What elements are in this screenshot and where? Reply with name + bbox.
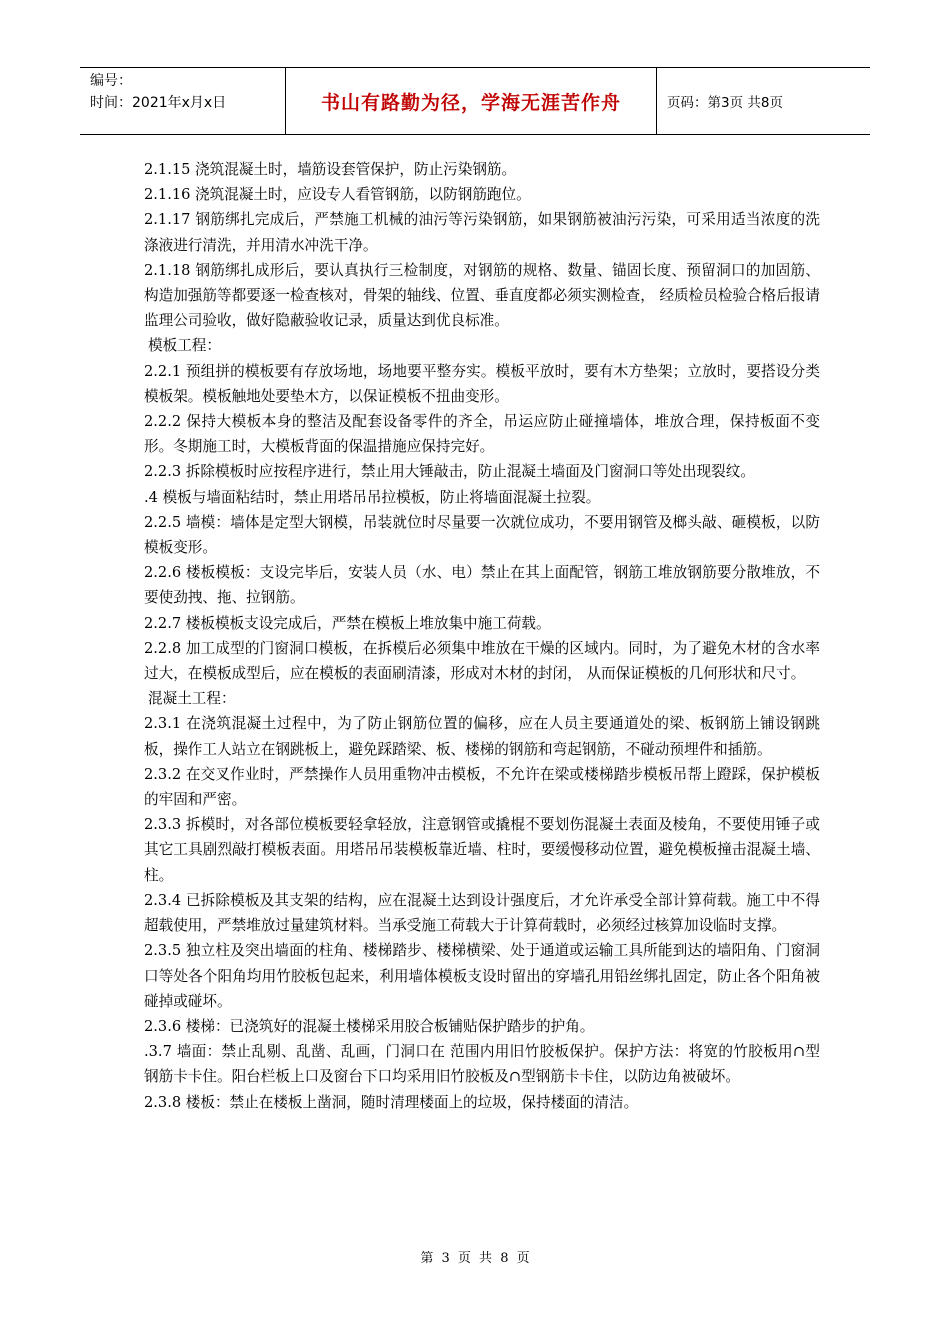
paragraph-2-2-6: 2.2.6 楼板模板：支设完毕后，安装人员（水、电）禁止在其上面配管，钢筋工堆放钢筋要分散堆放，不要使劲拽、拖、拉钢筋。 — [144, 564, 820, 607]
page-footer: 第 3 页 共 8 页 — [420, 1251, 530, 1266]
paragraph-2-1-17: 2.1.17 钢筋绑扎完成后，严禁施工机械的油污等污染钢筋，如果钢筋被油污污染，可采用适当浓度的洗涤液进行清洗，并用清水冲洗干净。 — [144, 211, 820, 254]
document-date: 时间：2021年x月x日 — [90, 95, 227, 111]
paragraph-2-1-18: 2.1.18 钢筋绑扎成形后，要认真执行三检制度，对钢筋的规格、数量、锚固长度、预留洞口的加固筋、构造加强筋等都要逐一检查核对，骨架的轴线、位置、垂直度都必须实测检查， 经质检员检验合格后报请监理公司验收，做好隐蔽验收记录，质量达到优良标准。 — [144, 261, 820, 330]
paragraph-2-3-8: 2.3.8 楼板：禁止在楼板上凿洞，随时清理楼面上的垃圾，保持楼面的清洁。 — [144, 1093, 639, 1111]
paragraph-2-1-16: 2.1.16 浇筑混凝土时，应设专人看管钢筋，以防钢筋跑位。 — [144, 186, 531, 204]
paragraph-2-2-7: 2.2.7 楼板模板支设完成后，严禁在模板上堆放集中施工荷载。 — [144, 614, 551, 632]
paragraph-2-3-3: 2.3.3 拆模时，对各部位模板要轻拿轻放，注意钢管或撬棍不要划伤混凝土表面及棱角，不要使用锤子或其它工具剧烈敲打模板表面。用塔吊吊装模板靠近墙、柱时，要缓慢移动位置，避免模板撞击混凝土墙、柱。 — [144, 816, 820, 884]
paragraph-2-1-15: 2.1.15 浇筑混凝土时，墙筋设套管保护，防止污染钢筋。 — [144, 161, 517, 178]
paragraph-2-3-6: 2.3.6 楼梯：已浇筑好的混凝土楼梯采用胶合板铺贴保护踏步的护角。 — [144, 1017, 595, 1035]
paragraph-2-3-4: 2.3.4 已拆除模板及其支架的结构，应在混凝土达到设计强度后，才允许承受全部计算荷载。施工中不得超载使用，严禁堆放过量建筑材料。当承受施工荷载大于计算荷载时，必须经过核算加设临时支撑。 — [144, 891, 820, 935]
header-meta — [80, 68, 285, 134]
page-header — [80, 67, 870, 135]
header-motto: 书山有路勤为径，学海无涯苦作舟 — [285, 68, 657, 134]
paragraph-2-2-8: 2.2.8 加工成型的门窗洞口模板，在拆模后必须集中堆放在干燥的区域内。同时，为了避免木材的含水率过大，在模板成型后，应在模板的表面刷清漆，形成对木材的封闭， 从而保证模板的几何形状和尺寸。 — [144, 639, 820, 683]
paragraph-2-2-5: 2.2.5 墙模：墙体是定型大钢模，吊装就位时尽量要一次就位成功，不要用钢管及榔头敲、砸模板，以防模板变形。 — [144, 513, 820, 557]
document-number-label: 编号： — [90, 73, 132, 89]
section-heading-concrete: 混凝土工程： — [148, 690, 236, 708]
document-body — [144, 157, 820, 1115]
paragraph-2-3-2: 2.3.2 在交叉作业时，严禁操作人员用重物冲击模板，不允许在梁或楼梯踏步模板吊帮上蹬踩，保护模板的牢固和严密。 — [144, 765, 820, 809]
header-page-info: 页码：第3页 共8页 — [667, 95, 783, 111]
paragraph-2-3-1: 2.3.1 在浇筑混凝土过程中，为了防止钢筋位置的偏移，应在人员主要通道处的梁、板钢筋上铺设钢跳板，操作工人站立在钢跳板上，避免踩踏梁、板、楼梯的钢筋和弯起钢筋，不碰动预埋件和插筋。 — [144, 715, 820, 758]
section-heading-formwork: 模板工程： — [148, 337, 221, 355]
paragraph-2-2-3: 2.2.3 拆除模板时应按程序进行，禁止用大锤敲击，防止混凝土墙面及门窗洞口等处出现裂纹。 — [144, 463, 755, 481]
paragraph-2-2-4: .4 模板与墙面粘结时，禁止用塔吊吊拉模板，防止将墙面混凝土拉裂。 — [144, 488, 601, 506]
paragraph-2-3-5: 2.3.5 独立柱及突出墙面的柱角、楼梯踏步、楼梯横梁、处于通道或运输工具所能到达的墙阳角、门窗洞口等处各个阳角均用竹胶板包起来，利用墙体模板支设时留出的穿墙孔用铅丝绑扎固定，防止各个阳角被碰掉或碰坏。 — [144, 942, 820, 1010]
paragraph-2-2-2: 2.2.2 保持大模板本身的整洁及配套设备零件的齐全，吊运应防止碰撞墙体，堆放合理，保持板面不变形。冬期施工时，大模板背面的保温措施应保持完好。 — [144, 413, 820, 456]
paragraph-2-2-1: 2.2.1 预组拼的模板要有存放场地，场地要平整夯实。模板平放时，要有木方垫架；立放时，要搭设分类模板架。模板触地处要垫木方，以保证模板不扭曲变形。 — [144, 362, 820, 405]
paragraph-2-3-7: .3.7 墙面：禁止乱剔、乱凿、乱画，门洞口在 范围内用旧竹胶板保护。保护方法：将宽的竹胶板用∩型钢筋卡卡住。阳台栏板上口及窗台下口均采用旧竹胶板及∩型钢筋卡卡住，以防边角被破坏。 — [144, 1043, 820, 1086]
